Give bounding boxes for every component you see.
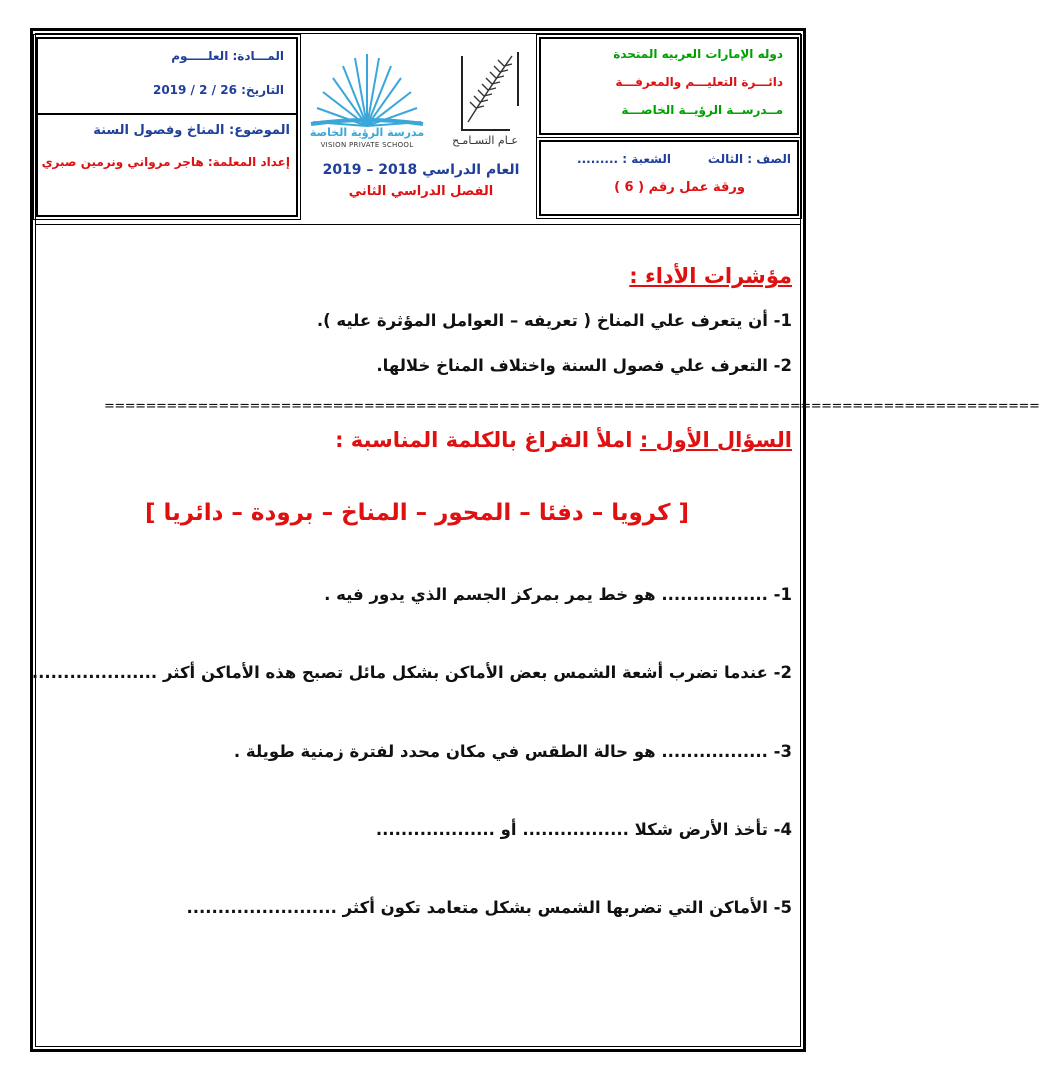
topic-label: الموضوع: المناخ وفصول السنة [93, 123, 290, 138]
question-one-label: السؤال الأول : [639, 428, 792, 452]
year-of-tolerance-logo [432, 46, 538, 154]
teacher-label: إعداد المعلمة: هاجر مرواني ونرمين صبري [41, 155, 290, 169]
box-divider [38, 113, 296, 115]
section-label: الشعبة : ......... [577, 152, 671, 166]
tolerance-logo-text: عـام التسـامـح [452, 134, 518, 147]
subject-label: المـــادة: العلـــــوم [171, 49, 284, 63]
header-separator-line [36, 224, 800, 225]
question-item: 1- ................. هو خط يمر بمركز الجسم الذي يدور فيه . [324, 585, 792, 604]
country-name: دوله الإمارات العربيه المتحدة [613, 47, 783, 61]
vision-school-logo [307, 46, 427, 156]
worksheet-number: ورقة عمل رقم ( 6 ) [614, 180, 745, 195]
question-item: 5- الأماكن التي تضربها الشمس بشكل متعامد تكون أكثر ........................ [186, 898, 792, 917]
performance-indicators-title-text: مؤشرات الأداء : [629, 264, 792, 288]
vision-logo-english: VISION PRIVATE SCHOOL [320, 141, 414, 149]
vision-logo-arabic: مدرسة الرؤية الخاصة [309, 126, 425, 139]
department-name: دائـــرة التعليـــم والمعرفـــة [615, 75, 783, 89]
equals-separator: ========================================================================================== [104, 399, 1039, 414]
question-item: 2- عندما تضرب أشعة الشمس بعض الأماكن بشكل مائل تصبح هذه الأماكن أكثر .................... [31, 663, 792, 682]
school-info-box [539, 37, 799, 135]
grade-label: الصف : الثالث [707, 152, 791, 166]
ghaf-tree-logo-icon [432, 46, 538, 136]
academic-year: العام الدراسي 2018 – 2019 [322, 162, 520, 178]
subject-info-box [36, 37, 298, 217]
class-info-box [539, 140, 799, 216]
indicator-item: 1- أن يتعرف علي المناخ ( تعريفه – العوامل المؤثرة عليه ). [316, 311, 792, 330]
date-label: التاريخ: 26 / 2 / 2019 [152, 83, 284, 97]
school-name: مــدرســة الرؤيــة الخاصـــة [621, 103, 783, 117]
question-item: 4- تأخذ الأرض شكلا ................. أو ................... [375, 820, 792, 839]
question-one-instruction: املأ الفراغ بالكلمة المناسبة : [335, 428, 640, 452]
semester: الفصل الدراسي الثاني [348, 184, 494, 199]
performance-indicators-title [629, 264, 792, 288]
sunburst-logo-icon [307, 46, 427, 156]
question-one-title [335, 428, 792, 452]
word-bank: [ كرويا – دفئا – المحور – المناخ – برودة – دائريا ] [145, 500, 689, 526]
indicator-item: 2- التعرف علي فصول السنة واختلاف المناخ خلالها. [376, 356, 792, 375]
question-item: 3- ................. هو حالة الطقس في مكان محدد لفترة زمنية طويلة . [233, 742, 792, 761]
